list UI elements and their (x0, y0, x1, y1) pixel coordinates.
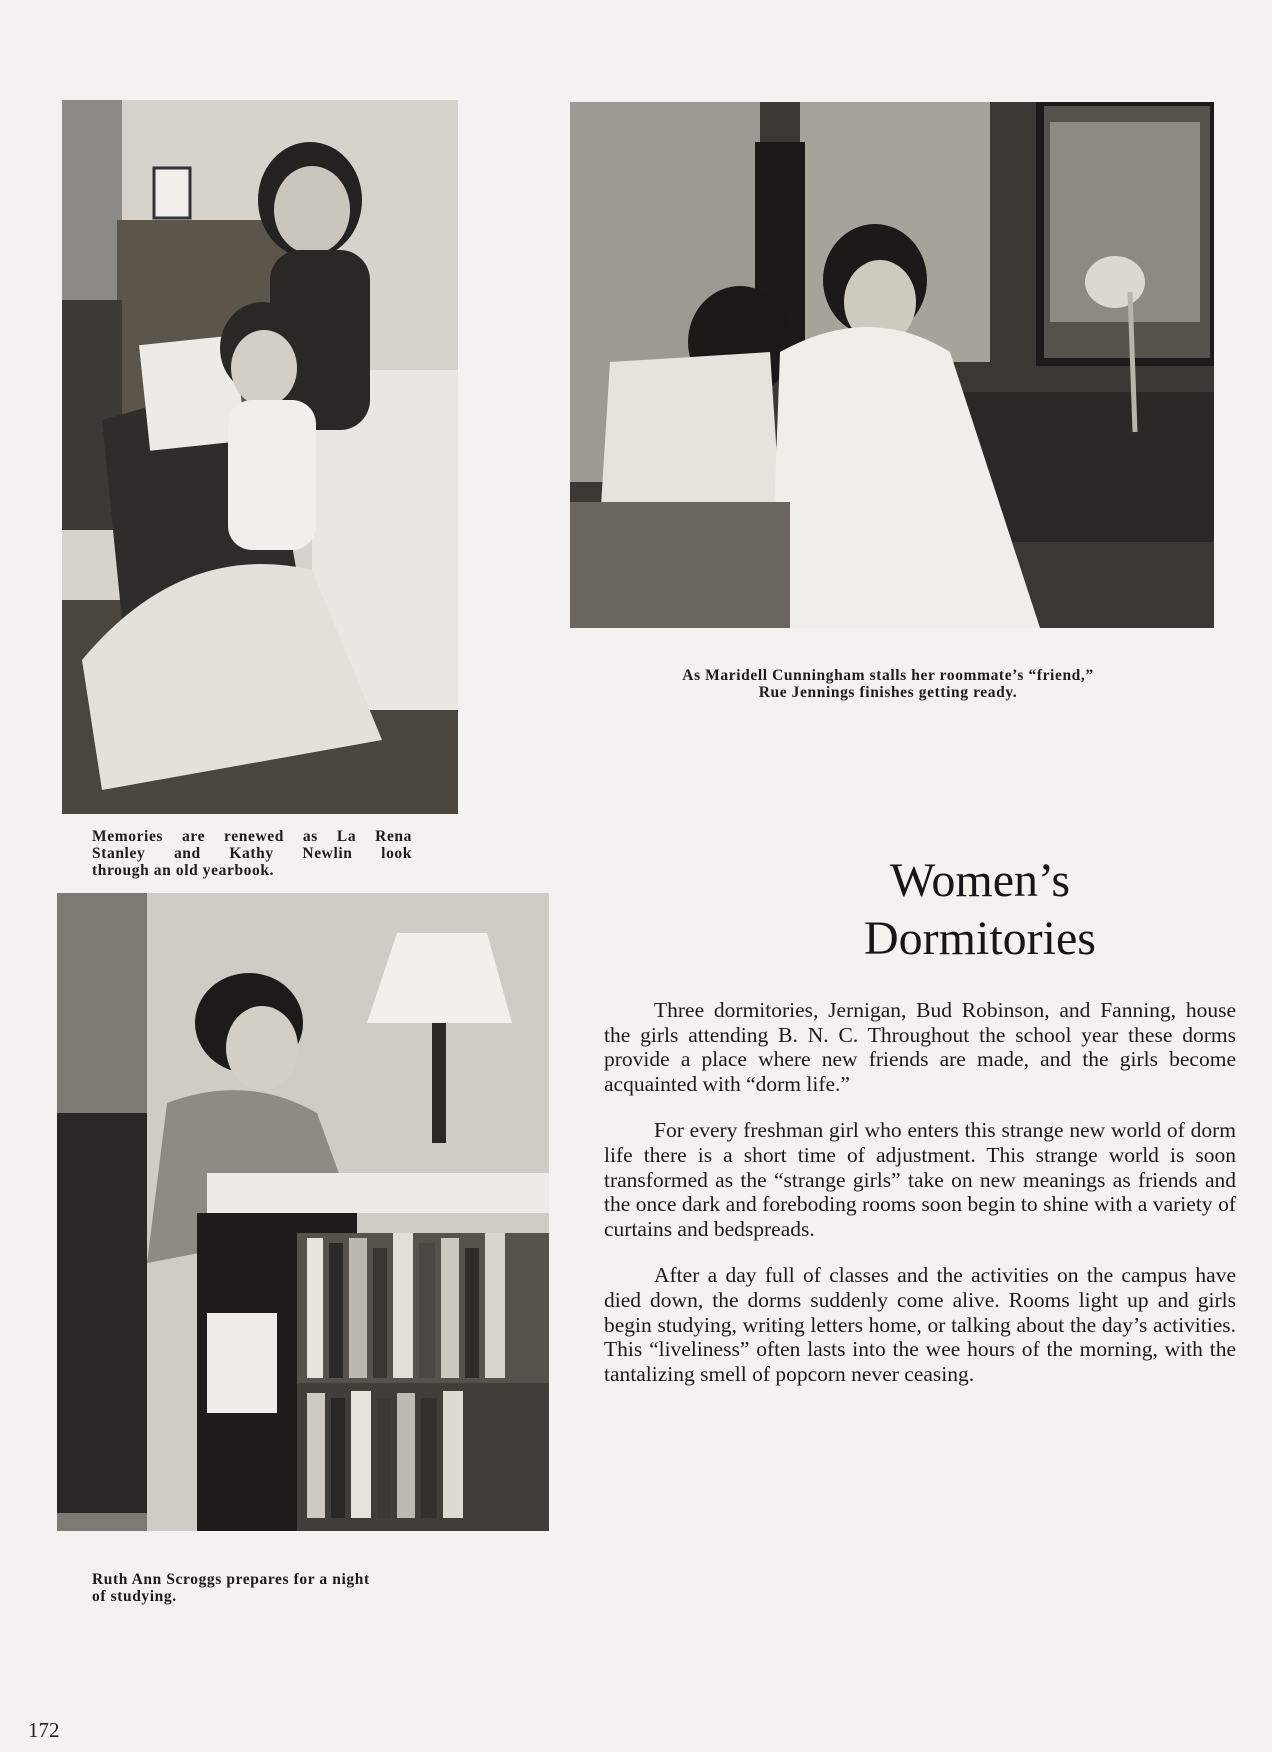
photo-getting-ready (570, 102, 1214, 628)
caption-study-line1: Ruth Ann Scroggs prepares for a night (92, 1571, 370, 1588)
caption-ready-line1: As Maridell Cunningham stalls her roommate’s “friend,” (682, 667, 1094, 684)
page-number: 172 (28, 1718, 60, 1742)
caption-yearbook (92, 828, 412, 879)
photo-getting-ready-illustration (570, 102, 1214, 628)
article-paragraph-3: After a day full of classes and the activities on the campus have died down, the dorms suddenly come alive. Rooms light up and girls begin studying, writing letters home, or talking about the day’s activities. This “liveliness” often lasts into the wee hours of the morning, with the tantalizing smell of popcorn never ceasing. (604, 1263, 1236, 1386)
caption-study-line2: of studying. (92, 1588, 177, 1605)
caption-yearbook-line3: through an old yearbook. (92, 862, 275, 879)
article-paragraph-1: Three dormitories, Jernigan, Bud Robinson, and Fanning, house the girls attending B. N. C. Throughout the school year these dorms provide a place where new friends are made, and the girls become acquainted with “dorm life.” (604, 998, 1236, 1096)
photo-studying (57, 893, 549, 1531)
caption-yearbook-line1: Memories are renewed as La Rena (92, 828, 412, 845)
photo-yearbook-illustration (62, 100, 458, 814)
article-body (604, 998, 1236, 1408)
caption-ready-line2: Rue Jennings finishes getting ready. (758, 684, 1018, 701)
article-paragraph-2: For every freshman girl who enters this strange new world of dorm life there is a short time of adjustment. This strange world is soon transformed as the “strange girls” take on new meanings as friends and the once dark and foreboding rooms soon begin to shine with a variety of curtains and bedspreads. (604, 1118, 1236, 1241)
caption-studying (92, 1571, 478, 1605)
page-title-line2: Dormitories (864, 912, 1096, 965)
caption-getting-ready (618, 667, 1158, 701)
caption-yearbook-line2: Stanley and Kathy Newlin look (92, 845, 412, 862)
page-title-line1: Women’s (889, 854, 1071, 907)
photo-studying-illustration (57, 893, 549, 1531)
photo-yearbook (62, 100, 458, 814)
page-title (700, 852, 1260, 968)
